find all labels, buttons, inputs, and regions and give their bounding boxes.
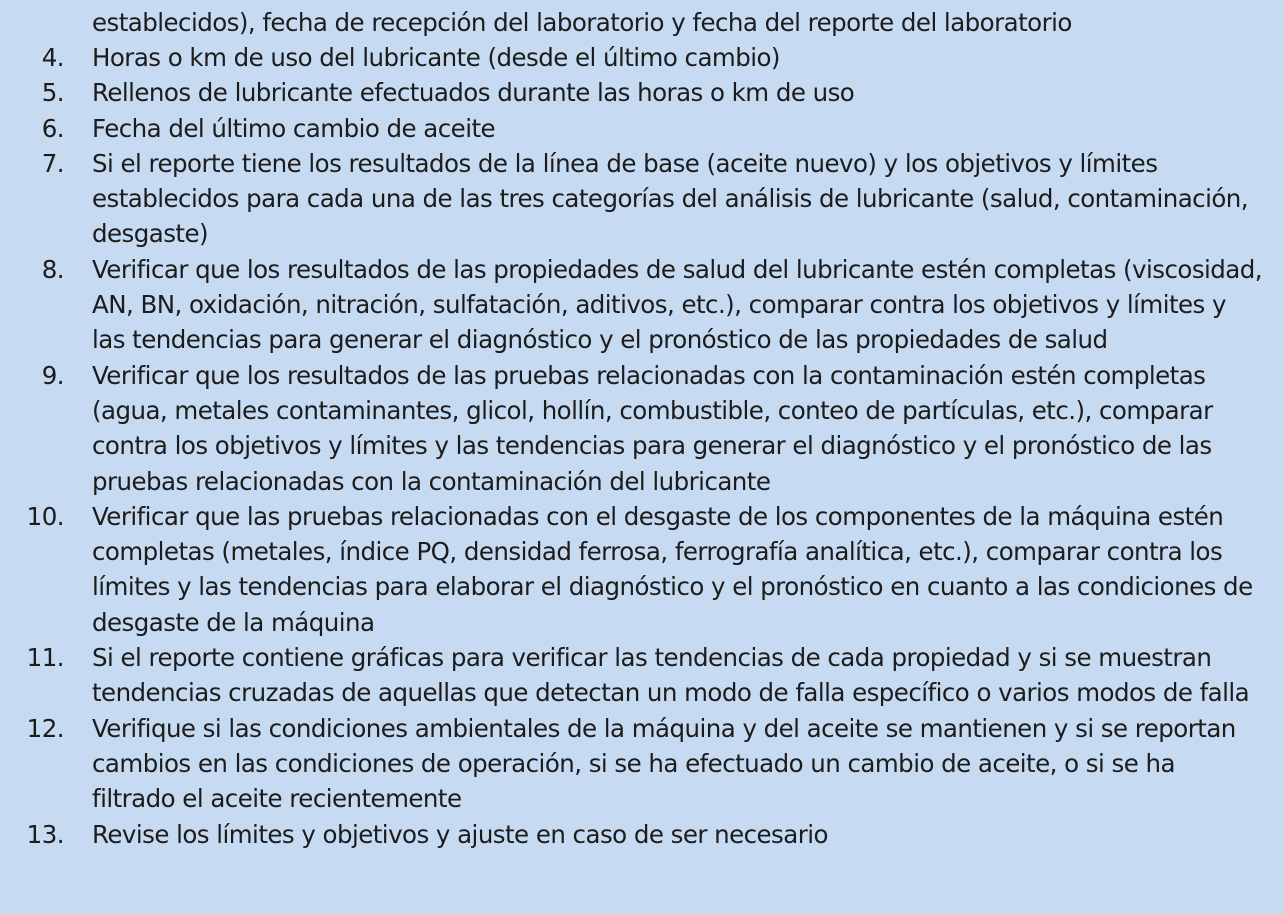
item-text: Si el reporte contiene gráficas para verificar las tendencias de cada propiedad y si se muestran tendencias cruzadas de aquellas que detectan un modo de falla específico o varios modos de falla (92, 643, 1250, 708)
item-number: 12. (26, 713, 64, 743)
item-number: 6. (41, 113, 64, 143)
item-number: 4. (41, 43, 64, 72)
item-number: 10. (26, 501, 64, 531)
item-number: 5. (41, 78, 64, 108)
list-item (0, 358, 1262, 499)
item-number: 9. (41, 360, 64, 390)
item-text: Fecha del último cambio de aceite (92, 113, 496, 143)
item-text: Verificar que los resultados de las pruebas relacionadas con la contaminación estén completas (agua, metales contaminantes, glicol, hollín, combustible, conteo de partículas, etc.), comparar contra los objetivos y límites y las tendencias para generar el diagnóstico y el pronóstico de las pruebas relacionadas con la contaminación del lubricante (92, 360, 1213, 496)
list-item (0, 75, 1262, 110)
item-number: 13. (26, 819, 64, 849)
list-item (0, 711, 1262, 817)
item-text: Verificar que las pruebas relacionadas con el desgaste de los componentes de la máquina estén completas (metales, índice PQ, densidad ferrosa, ferrografía analítica, etc.), comparar contra los límites y las tendencias para elaborar el diagnóstico y el pronóstico en cuanto a las condiciones de desgaste de la máquina (92, 501, 1253, 637)
list-item (0, 640, 1262, 711)
item-number: 11. (26, 643, 64, 673)
continuation-line: establecidos), fecha de recepción del laboratorio y fecha del reporte del laboratorio (92, 8, 1072, 37)
item-text: Si el reporte tiene los resultados de la línea de base (aceite nuevo) y los objetivos y límites establecidos para cada una de las tres categorías del análisis de lubricante (salud, contaminación, desgaste) (92, 148, 1249, 249)
list-item (0, 252, 1262, 358)
item-number: 7. (41, 148, 64, 178)
item-text: Verificar que los resultados de las propiedades de salud del lubricante estén completas (viscosidad, AN, BN, oxidación, nitración, sulfatación, aditivos, etc.), comparar contra los objetivos y límites y las tendencias para generar el diagnóstico y el pronóstico de las propiedades de salud (92, 254, 1262, 355)
item-text: Horas o km de uso del lubricante (desde el último cambio) (92, 43, 780, 72)
list-item (0, 40, 1262, 75)
checklist (0, 40, 1262, 852)
item-text: Revise los límites y objetivos y ajuste en caso de ser necesario (92, 819, 828, 849)
item-number: 8. (41, 254, 64, 284)
item-text: Rellenos de lubricante efectuados durante las horas o km de uso (92, 78, 855, 108)
list-item (0, 146, 1262, 252)
list-item (0, 817, 1262, 852)
list-item (0, 499, 1262, 640)
list-item (0, 111, 1262, 146)
item-text: Verifique si las condiciones ambientales de la máquina y del aceite se mantienen y si se reportan cambios en las condiciones de operación, si se ha efectuado un cambio de aceite, o si se ha filtrado el aceite recientemente (92, 713, 1236, 814)
